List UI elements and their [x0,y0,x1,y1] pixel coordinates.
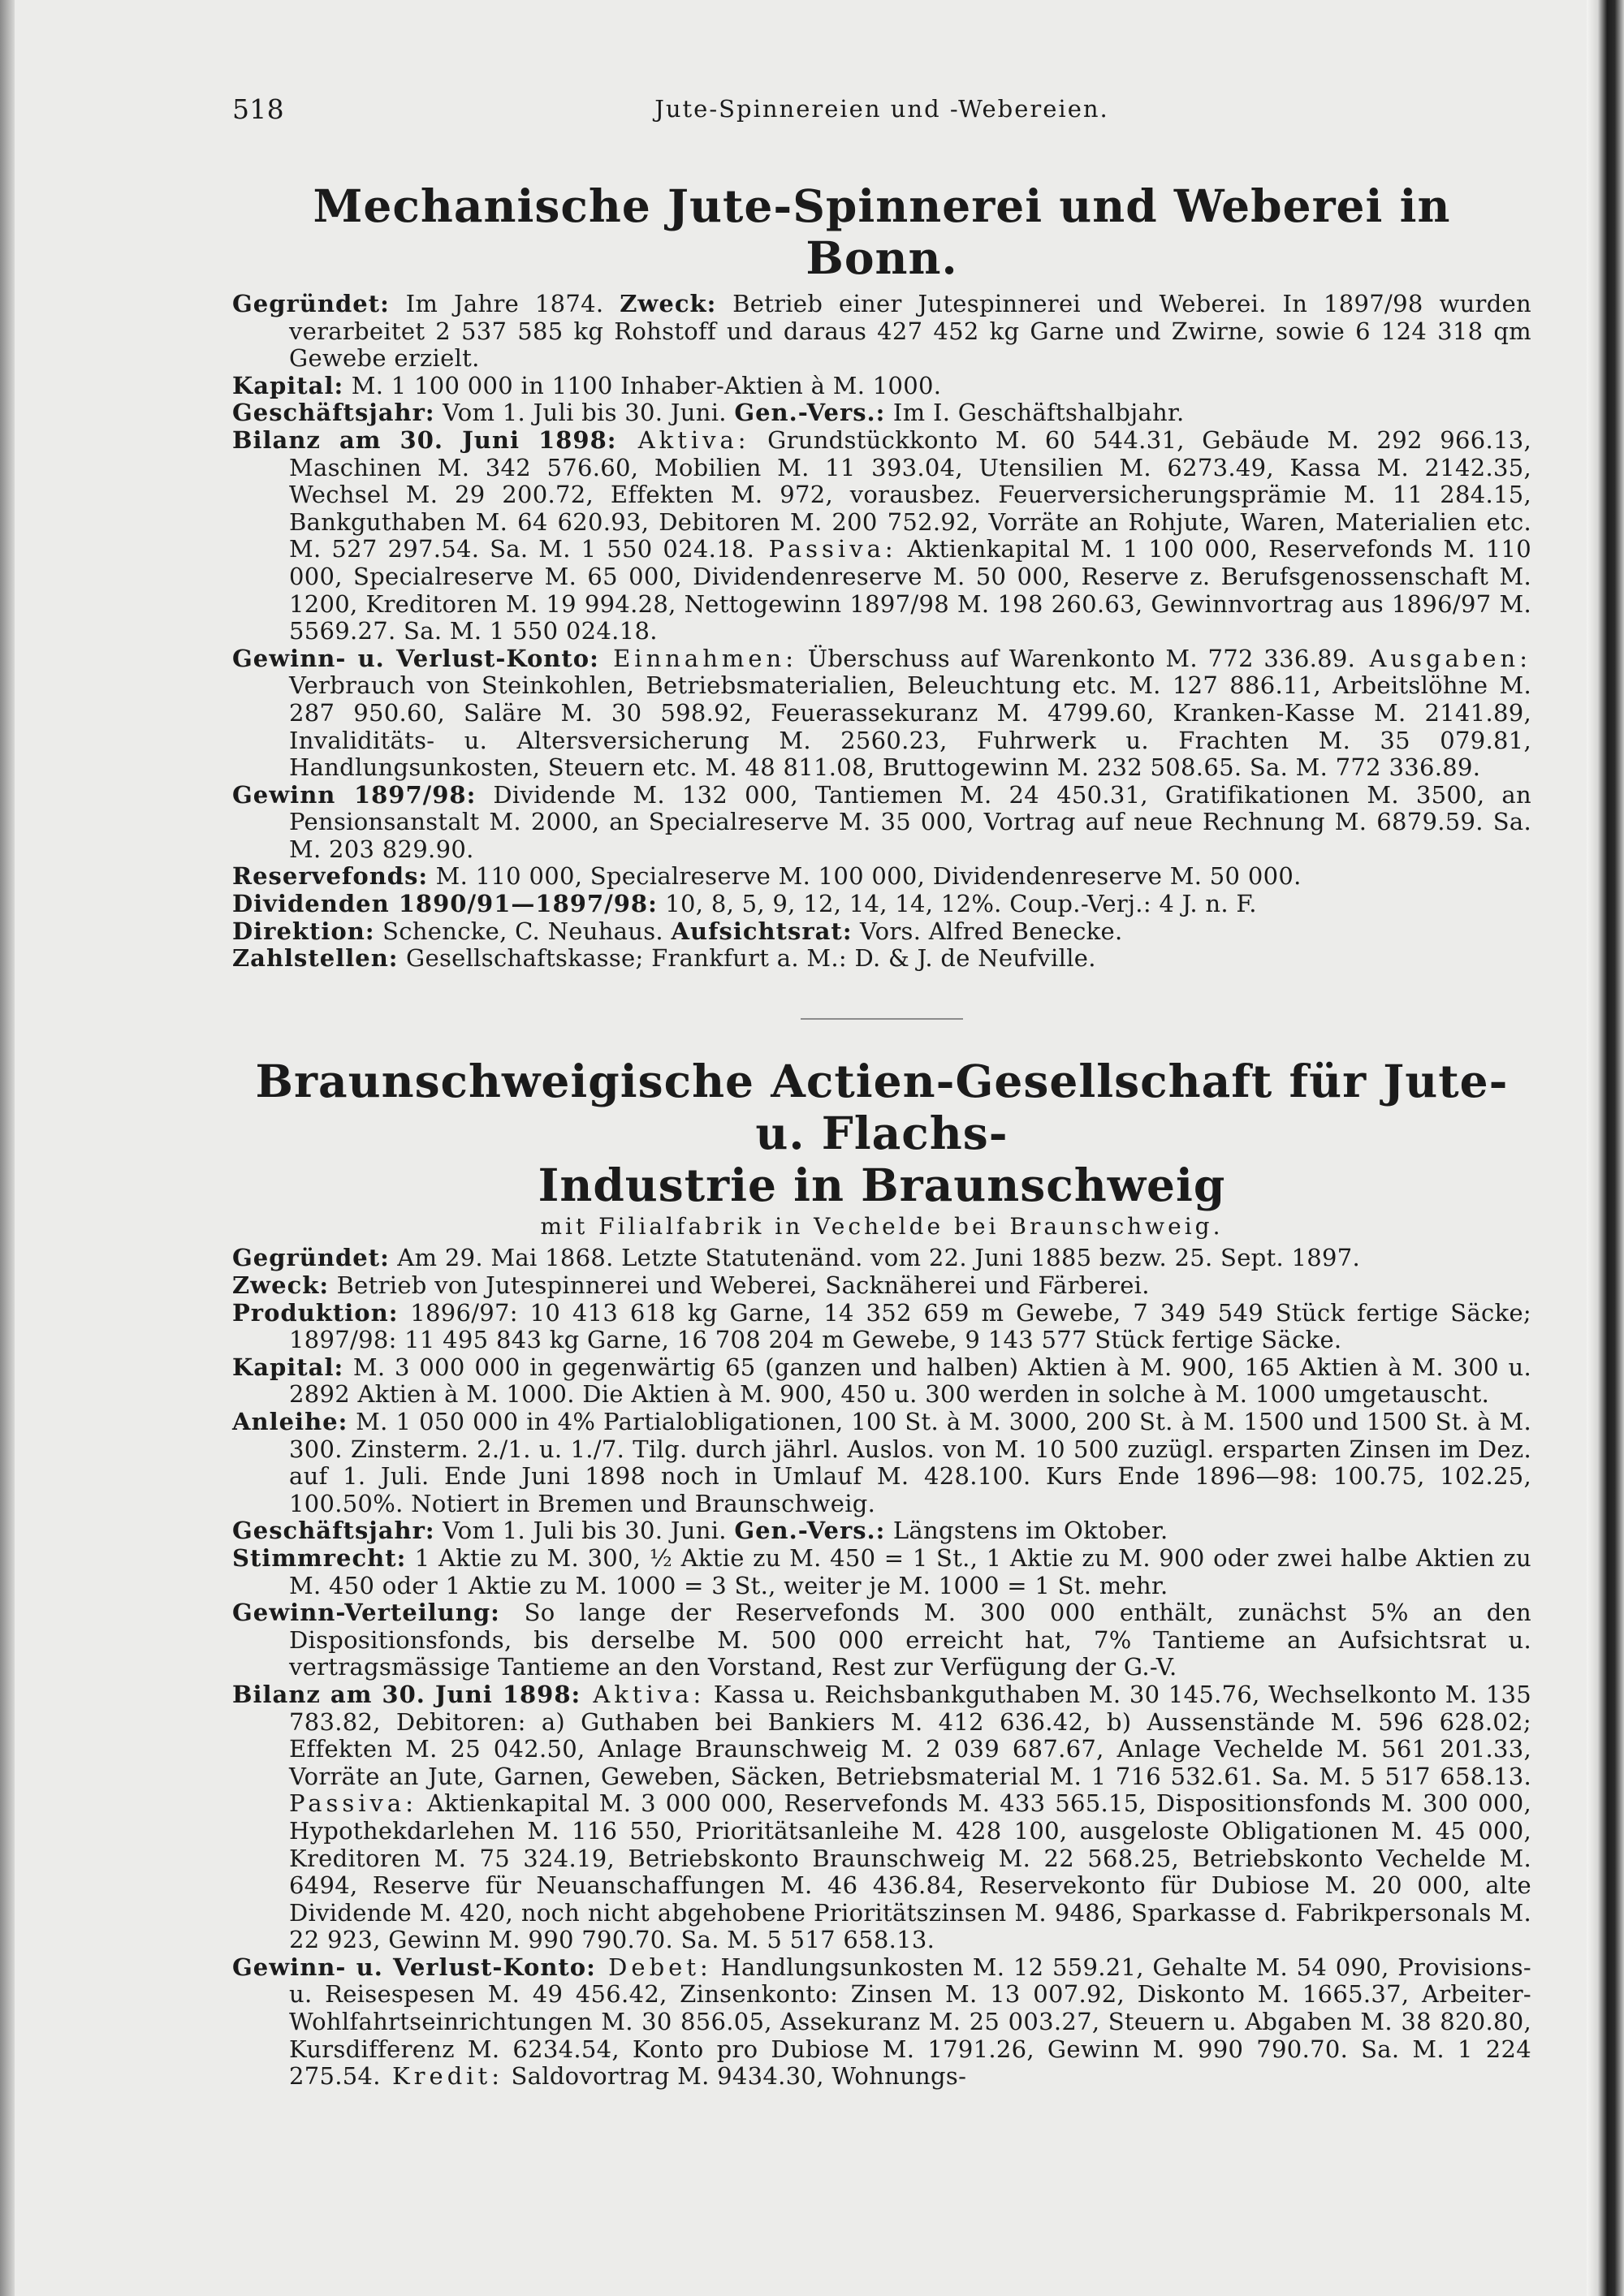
article-bonn [232,180,1531,973]
entry-zweck [232,1272,1531,1300]
entry-produktion [232,1300,1531,1354]
entry-label: Gen.-Vers.: [734,399,886,427]
entry-anleihe [232,1409,1531,1517]
entry-text: Im Jahre 1874. [389,290,620,317]
entry-kapital [232,373,1531,400]
entry-text: 1 Aktie zu M. 300, ½ Aktie zu M. 450 = 1 St., 1 Aktie zu M. 900 oder zwei halbe Aktien zu M. 450 oder 1 Aktie zu M. 1000 = 3 St., weiter je M. 1000 = 1 St. mehr. [289,1543,1531,1599]
scan-left-edge [0,0,15,2296]
entry-text: Verbrauch von Steinkohlen, Betriebsmaterialien, Beleuchtung etc. M. 127 886.11, Arbeitslöhne M. 287 950.60, Saläre M. 30 598.92, Feuerassekuranz M. 4799.60, Kranken-Kasse M. 2141.89, Invaliditäts- u. Altersversicherung M. 2560.23, Fuhrwerk u. Frachten M. 35 079.81, Handlungsunkosten, Steuern etc. M. 48 811.08, Bruttogewinn M. 232 508.65. Sa. M. 772 336.89. [289,671,1531,782]
entry-text: Gesellschaftskasse; Frankfurt a. M.: D. & J. de Neufville. [398,944,1096,973]
entry-label: Gegründet: [232,1244,390,1272]
running-title: Jute-Spinnereien und -Webereien. [654,95,1109,123]
entry-kapital [232,1354,1531,1409]
scan-right-edge [1587,0,1624,2296]
entry-sublabel: Einnahmen: [598,644,798,672]
entry-label: Bilanz am 30. Juni 1898: [232,1680,581,1708]
entry-label: Gewinn-Verteilung: [232,1599,500,1627]
entry-geschaeftsjahr [232,1517,1531,1545]
entry-gegruendet [232,291,1531,373]
entry-label: Gewinn- u. Verlust-Konto: [232,1953,596,1981]
entry-gegruendet [232,1245,1531,1272]
entry-sublabel: Passiva: [289,1789,417,1818]
entry-bilanz [232,427,1531,645]
entry-label: Gewinn- u. Verlust-Konto: [232,644,599,672]
entry-sublabel: Aktiva: [616,425,750,454]
entry-label: Kapital: [232,1353,344,1381]
entry-text: Saldovortrag M. 9434.30, Wohnungs- [503,2062,967,2091]
running-header [232,93,1531,130]
article-braunschweig [232,1055,1531,2091]
entry-sublabel: Aktiva: [581,1680,706,1708]
article-subtitle: mit Filialfabrik in Vechelde bei Braunschweig. [540,1212,1224,1240]
entry-text: Dividende M. 132 000, Tantiemen M. 24 450.31, Gratifikationen M. 3500, an Pensionsanstalt M. 2000, an Specialreserve M. 35 000, Vortrag auf neue Rechnung M. 6879.59. Sa. M. 203 829.90. [289,780,1531,863]
entry-gewinn-1897 [232,782,1531,864]
entry-bilanz [232,1681,1531,1954]
entry-text: Handlungsunkosten M. 12 559.21, Gehalte M. 54 090, Provisions- u. Reisespesen M. 49 456.42, Zinsenkonto: Zinsen M. 13 007.92, Diskonto M. 1665.37, Arbeiter-Wohlfahrtseinrichtungen M. 30 856.05, Assekuranz M. 25 003.27, Steuern u. Abgaben M. 38 820.80, Kursdifferenz M. 6234.54, Konto pro Dubiose M. 1791.26, Gewinn M. 990 790.70. Sa. M. 1 224 275.54. [289,1953,1531,2091]
article-title-line1: Braunschweigische Actien-Gesellschaft für Jute- u. Flachs- [255,1054,1509,1159]
entry-text: Aktienkapital M. 3 000 000, Reservefonds M. 433 565.15, Dispositionsfonds M. 300 000, Hypothekdarlehen M. 116 550, Prioritätsanleihe M. 428 100, ausgeloste Obligationen M. 45 000, Kreditoren M. 75 324.19, Betriebskonto Braunschweig M. 22 568.25, Betriebskonto Vechelde M. 6494, Reserve für Neuanschaffungen M. 46 436.84, Reservekonto für Dubiose M. 20 000, alte Dividende M. 420, noch nicht abgehobene Prioritätszinsen M. 9486, Sparkasse d. Fabrikpersonals M. 22 923, Gewinn M. 990 790.70. Sa. M. 5 517 658.13. [289,1789,1531,1954]
entry-text: Vom 1. Juli bis 30. Juni. [434,399,735,427]
entry-text: Am 29. Mai 1868. Letzte Statutenänd. vom 22. Juni 1885 bezw. 25. Sept. 1897. [389,1244,1361,1272]
entry-text: M. 1 100 000 in 1100 Inhaber-Aktien à M. 1000. [343,371,942,399]
entry-sublabel: Ausgaben: [1355,644,1532,672]
entry-text: Kassa u. Reichsbankguthaben M. 30 145.76, Wechselkonto M. 135 783.82, Debitoren: a) Guthaben bei Bankiers M. 412 636.42, b) Aussenstände M. 596 628.02; Effekten M. 25 042.50, Anlage Braunschweig M. 2 039 687.67, Anlage Vechelde M. 561 201.33, Vorräte an Jute, Garnen, Geweben, Säcken, Betriebsmaterial M. 1 716 532.61. Sa. M. 5 517 658.13. [289,1680,1532,1790]
entry-text: M. 110 000, Specialreserve M. 100 000, Dividendenreserve M. 50 000. [428,862,1302,891]
entry-text: Vom 1. Juli bis 30. Juni. [434,1517,735,1545]
entry-gewinn-verlust [232,1954,1531,2091]
entry-label: Aufsichtsrat: [671,917,853,945]
page-number: 518 [232,93,284,125]
entry-label: Stimmrecht: [232,1543,407,1572]
entry-label: Kapital: [232,371,344,399]
entry-label: Produktion: [232,1298,399,1327]
entry-label: Zweck: [232,1271,330,1300]
entry-text: Im I. Geschäftshalbjahr. [885,399,1185,427]
document-page [232,93,1532,2091]
entry-text: Vors. Alfred Benecke. [852,917,1123,945]
entry-text: So lange der Reservefonds M. 300 000 enthält, zunächst 5% an den Dispositionsfonds, bis derselbe M. 500 000 erreicht hat, 7% Tantieme an Aufsichtsrat u. vertragsmässige Tantieme an den Vorstand, Rest zur Verfügung der G.-V. [289,1599,1531,1681]
entry-label: Anleihe: [232,1408,348,1435]
entry-sublabel: Kredit: [380,2062,503,2091]
entry-label: Bilanz am 30. Juni 1898: [232,425,617,454]
entry-label: Geschäftsjahr: [232,1517,435,1545]
entry-direktion [232,918,1531,946]
entry-label: Zweck: [620,290,717,317]
entry-label: Direktion: [232,917,375,945]
entry-text: Aktienkapital M. 1 100 000, Reservefonds M. 110 000, Specialreserve M. 65 000, Dividendenreserve M. 50 000, Reserve z. Berufsgenossenschaft M. 1200, Kreditoren M. 19 994.28, Nettogewinn 1897/98 M. 198 260.63, Gewinnvortrag aus 1896/97 M. 5569.27. Sa. M. 1 550 024.18. [289,535,1531,645]
entry-sublabel: Passiva: [754,535,897,563]
entry-zahlstellen [232,945,1531,973]
entry-label: Dividenden 1890/91—1897/98: [232,890,658,918]
entry-label: Geschäftsjahr: [232,399,435,427]
entry-gewinn-verlust [232,645,1531,782]
entry-stimmrecht [232,1545,1531,1599]
article-title: Mechanische Jute-Spinnerei und Weberei in Bonn. [313,179,1451,284]
entry-text: 10, 8, 5, 9, 12, 14, 14, 12%. Coup.-Verj.: 4 J. n. F. [657,890,1257,918]
entry-gewinn-verteilung [232,1599,1531,1681]
entry-sublabel: Debet: [595,1953,712,1981]
entry-text: Grundstückkonto M. 60 544.31, Gebäude M. 292 966.13, Maschinen M. 342 576.60, Mobilien M. 11 393.04, Utensilien M. 6273.49, Kassa M. 2142.35, Wechsel M. 29 200.72, Effekten M. 972, vorausbez. Feuerversicherungsprämie M. 11 284.15, Bankguthaben M. 64 620.93, Debitoren M. 200 752.92, Vorräte an Rohjute, Waren, Materialien etc. M. 527 297.54. Sa. M. 1 550 024.18. [289,425,1531,563]
entry-label: Gegründet: [232,290,390,317]
entry-text: Längstens im Oktober. [885,1517,1168,1545]
entry-label: Zahlstellen: [232,944,399,973]
entry-text: M. 1 050 000 in 4% Partialobligationen, 100 St. à M. 3000, 200 St. à M. 1500 und 1500 St. à M. 300. Zinsterm. 2./1. u. 1./7. Tilg. durch jährl. Auslos. von M. 10 500 zuzügl. ersparten Zinsen im Dez. auf 1. Juli. Ende Juni 1898 noch in Umlauf M. 428.100. Kurs Ende 1896—98: 100.75, 102.25, 100.50%. Notiert in Bremen und Braunschweig. [289,1408,1531,1517]
entry-label: Gen.-Vers.: [734,1517,886,1545]
entry-reservefonds [232,863,1531,891]
entry-text: Betrieb von Jutespinnerei und Weberei, Sacknäherei und Färberei. [329,1271,1150,1300]
entry-geschaeftsjahr [232,399,1531,427]
entry-text: Betrieb einer Jutespinnerei und Weberei. In 1897/98 wurden verarbeitet 2 537 585 kg Rohstoff und daraus 427 452 kg Garne und Zwirne, sowie 6 124 318 qm Gewebe erzielt. [289,290,1532,373]
entry-text: 1896/97: 10 413 618 kg Garne, 14 352 659 m Gewebe, 7 349 549 Stück fertige Säcke; 1897/98: 11 495 843 kg Garne, 16 708 204 m Gewebe, 9 143 577 Stück fertige Säcke. [289,1298,1531,1354]
entry-label: Gewinn 1897/98: [232,780,477,809]
article-title-line2: Industrie in Braunschweig [538,1158,1226,1211]
entry-text: M. 3 000 000 in gegenwärtig 65 (ganzen und halben) Aktien à M. 900, 165 Aktien à M. 300 u. 2892 Aktien à M. 1000. Die Aktien à M. 900, 450 u. 300 werden in solche à M. 1000 umgetauscht. [289,1353,1531,1409]
entry-dividenden [232,891,1531,918]
entry-label: Reservefonds: [232,862,429,891]
entry-text: Überschuss auf Warenkonto M. 772 336.89. [797,644,1356,672]
section-divider [801,1018,963,1020]
entry-text: Schencke, C. Neuhaus. [374,917,672,945]
